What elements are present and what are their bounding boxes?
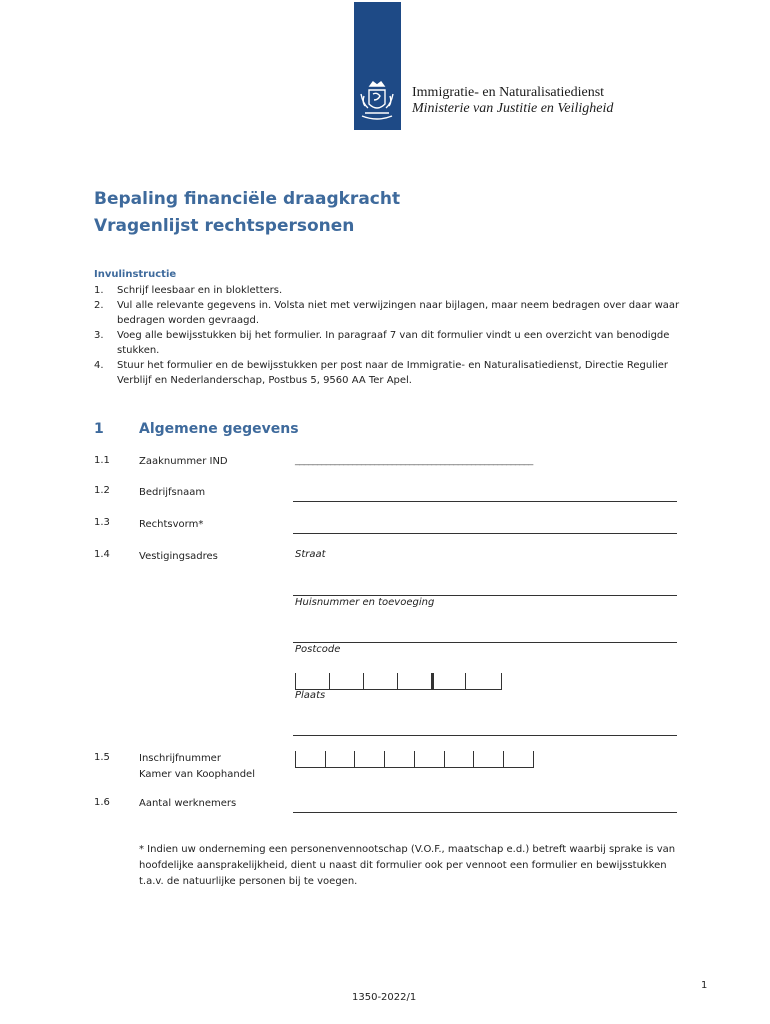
form-code: 1350-2022/1 [352, 992, 417, 1003]
instruction-number: 4. [94, 360, 104, 371]
page-title: Bepaling financiële draagkracht [94, 189, 401, 209]
instruction-item [94, 328, 694, 358]
box-divider [363, 673, 364, 689]
ministry-name: Ministerie van Justitie en Veiligheid [412, 101, 614, 116]
box-divider [465, 673, 466, 689]
instruction-item [94, 358, 694, 388]
page-number: 1 [701, 980, 708, 991]
instruction-number: 1. [94, 285, 104, 296]
instruction-item [94, 283, 694, 298]
box-divider [431, 673, 434, 689]
box-divider [295, 673, 296, 689]
straat-field[interactable] [293, 595, 677, 596]
instruction-text: Stuur het formulier en de bewijsstukken per post naar de Immigratie- en Naturalisatiedienst, Directie Regulier Verblijf en Nederlanderschap, Postbus 5, 9560 AA Ter Apel. [117, 360, 669, 386]
box-divider [295, 751, 296, 767]
vestigingsadres-label: Vestigingsadres [139, 551, 218, 562]
box-divider [444, 751, 445, 767]
box-divider [473, 751, 474, 767]
field-number: 1.1 [94, 455, 110, 466]
straat-label: Straat [295, 549, 326, 560]
instruction-number: 3. [94, 330, 104, 341]
box-divider [414, 751, 415, 767]
plaats-label: Plaats [295, 690, 326, 701]
box-divider [384, 751, 385, 767]
box-divider [397, 673, 398, 689]
inschrijfnummer-field[interactable] [295, 751, 534, 768]
field-number: 1.5 [94, 752, 110, 763]
rechtsvorm-field[interactable] [293, 533, 677, 534]
box-divider [329, 673, 330, 689]
footnote: * Indien uw onderneming een personenvennootschap (V.O.F., maatschap e.d.) betreft waarbij sprake is van hoofdelijke aansprakelijkheid, dient u naast dit formulier ook per vennoot een formulier en bewijsstukken t.a.v. de natuurlijke personen bij te voegen. [139, 844, 676, 887]
werknemers-label: Aantal werknemers [139, 798, 237, 809]
huisnummer-label: Huisnummer en toevoeging [295, 597, 435, 608]
field-number: 1.2 [94, 485, 110, 496]
box-divider [354, 751, 355, 767]
instruction-text: Voeg alle bewijsstukken bij het formulier. In paragraaf 7 van dit formulier vindt u een overzicht van benodigde stukken. [117, 330, 670, 356]
crest-icon [356, 80, 398, 124]
field-number: 1.6 [94, 797, 110, 808]
huisnummer-field[interactable] [293, 642, 677, 643]
bedrijfsnaam-label: Bedrijfsnaam [139, 487, 206, 498]
werknemers-field[interactable] [293, 812, 677, 813]
kvk-label: Kamer van Koophandel [139, 769, 255, 780]
section-title: Algemene gegevens [139, 421, 299, 437]
postcode-field[interactable] [295, 673, 502, 690]
box-divider [501, 673, 502, 689]
instruction-text: Schrijf leesbaar en in blokletters. [117, 285, 283, 296]
field-number: 1.4 [94, 549, 110, 560]
instruction-text: Vul alle relevante gegevens in. Volsta niet met verwijzingen naar bijlagen, maar neem bedragen over daar waar bedragen worden gevraagd. [117, 300, 680, 326]
box-divider [503, 751, 504, 767]
plaats-field[interactable] [293, 735, 677, 736]
bedrijfsnaam-field[interactable] [293, 501, 677, 502]
zaaknummer-field[interactable]: ______________________________________________________ [295, 455, 533, 466]
inschrijfnummer-label: Inschrijfnummer [139, 753, 221, 764]
box-divider [533, 751, 534, 767]
field-number: 1.3 [94, 517, 110, 528]
page-subtitle: Vragenlijst rechtspersonen [94, 216, 355, 236]
instruction-number: 2. [94, 300, 104, 311]
instruction-item [94, 298, 694, 328]
box-divider [325, 751, 326, 767]
zaaknummer-label: Zaaknummer IND [139, 456, 228, 467]
section-number: 1 [94, 421, 104, 437]
org-name: Immigratie- en Naturalisatiedienst [412, 85, 605, 100]
postcode-label: Postcode [295, 644, 341, 655]
rechtsvorm-label: Rechtsvorm* [139, 519, 204, 530]
instructions-heading: Invulinstructie [94, 269, 177, 280]
